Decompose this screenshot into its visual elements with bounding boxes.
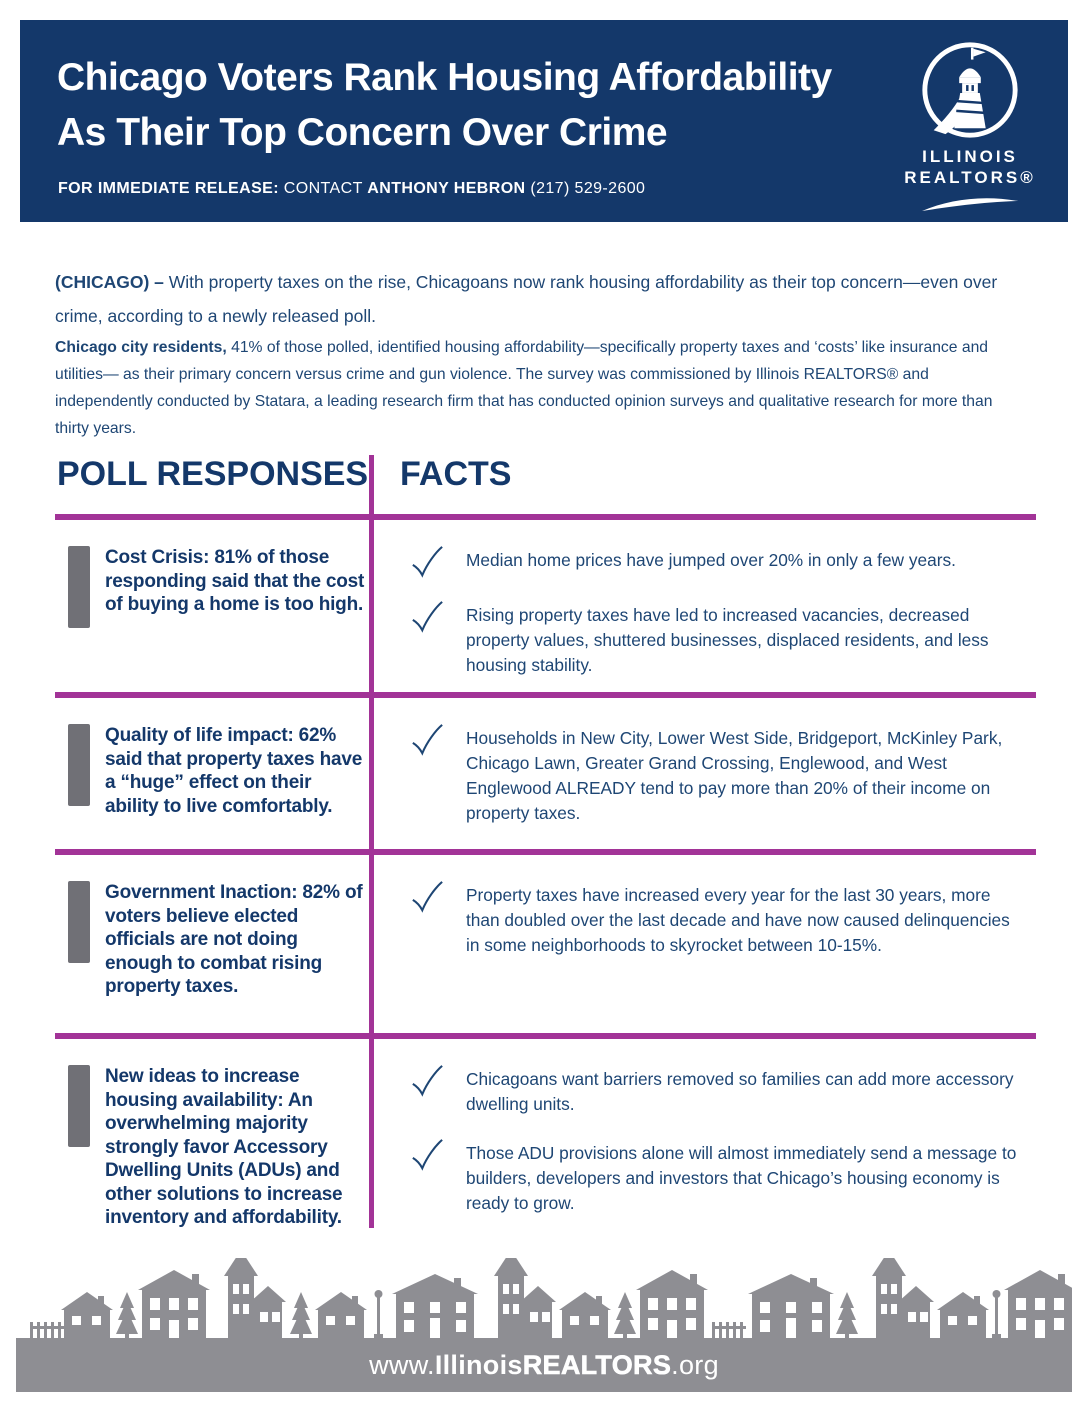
- intro-paragraph-1-body: With property taxes on the rise, Chicagoans now rank housing affordability as their top concern—even over crime, according to a newly released poll.: [55, 271, 998, 326]
- fact-item-text: Property taxes have increased every year for the last 30 years, more than doubled over the last decade and have now caused delinquencies in some neighborhoods to skyrocket between 10-15%.: [466, 885, 1010, 955]
- fact-item-text: Those ADU provisions alone will almost immediately send a message to builders, developers and investors that Chicago’s housing economy is ready to grow.: [466, 1143, 1017, 1213]
- check-icon: [410, 545, 444, 579]
- facts-list: [374, 1039, 1036, 1247]
- intro-paragraph-1: [55, 265, 1013, 333]
- footer-band: [16, 1338, 1072, 1392]
- contact-phone: (217) 529-2600: [525, 180, 646, 197]
- table-row: [55, 849, 1036, 1033]
- table-row: [55, 514, 1036, 692]
- footer-url-illinois: Illinois: [434, 1349, 523, 1380]
- release-contact-word: CONTACT: [278, 180, 368, 197]
- poll-item: [55, 698, 374, 849]
- fact-item-text: Chicagoans want barriers removed so families can add more accessory dwelling units.: [466, 1069, 1014, 1114]
- column-headers: [55, 455, 1036, 514]
- page-title: [57, 50, 832, 160]
- bullet-bar: [68, 724, 90, 806]
- poll-item-text: Cost Crisis: 81% of those responding said that the cost of buying a home is too high.: [105, 547, 365, 615]
- title-line-1: Chicago Voters Rank Housing Affordability: [57, 56, 832, 99]
- dateline: (CHICAGO) –: [55, 271, 169, 292]
- release-label: FOR IMMEDIATE RELEASE:: [58, 180, 279, 197]
- intro-paragraph-2-body: 41% of those polled, identified housing affordability—specifically property taxes and ‘costs’ like insurance and utilities— as their primary concern versus crime and gun violence. The survey was commissioned by Illinois REALTORS® and independently conducted by Statara, a leading research firm that has conducted opinion surveys and qualitative research for more than thirty years.: [55, 338, 993, 437]
- fact-item-text: Households in New City, Lower West Side, Bridgeport, McKinley Park, Chicago Lawn, Greater Grand Crossing, Englewood, and West Englewood ALREADY tend to pay more than 20% of their income on property taxes.: [466, 728, 1003, 823]
- footer-url-realtors: REALTORS: [522, 1349, 672, 1380]
- fact-item: [410, 548, 1022, 579]
- fact-item-text: Median home prices have jumped over 20% in only a few years.: [466, 550, 956, 570]
- facts-list: [374, 520, 1036, 692]
- bullet-bar: [68, 1065, 90, 1147]
- facts-list: [374, 855, 1036, 1033]
- illinois-realtors-logo: [890, 34, 1050, 213]
- footer-url-www: www.: [369, 1349, 435, 1380]
- facts-list: [374, 698, 1036, 849]
- footer-url[interactable]: [369, 1350, 719, 1381]
- column-divider: [369, 455, 374, 1228]
- table-row: [55, 692, 1036, 849]
- poll-item-text: Government Inaction: 82% of voters believe elected officials are not doing enough to combat rising property taxes.: [105, 882, 363, 997]
- check-icon: [410, 1064, 444, 1098]
- footer-url-org: .org: [671, 1349, 719, 1380]
- logo-wordmark: [904, 146, 1035, 188]
- poll-item: [55, 1039, 374, 1247]
- table-row: [55, 1033, 1036, 1247]
- poll-item: [55, 855, 374, 1033]
- check-icon: [410, 1138, 444, 1172]
- houses-skyline-illustration: [16, 1258, 1072, 1338]
- release-contact-line: [58, 180, 645, 198]
- poll-item: [55, 520, 374, 692]
- bullet-bar: [68, 546, 90, 628]
- poll-facts-table: [55, 455, 1036, 1228]
- facts-header: FACTS: [400, 455, 512, 493]
- intro-paragraph-2: [55, 334, 1013, 442]
- contact-name: ANTHONY HEBRON: [367, 180, 526, 197]
- check-icon: [410, 723, 444, 757]
- poll-responses-header: POLL RESPONSES: [57, 455, 369, 493]
- fact-item: [410, 603, 1022, 678]
- capitol-dome-icon: [916, 34, 1024, 146]
- poll-item-text: New ideas to increase housing availability: An overwhelming majority strongly favor Accessory Dwelling Units (ADUs) and other solutions to increase inventory and affordability.: [105, 1066, 343, 1228]
- logo-realtors: REALTORS®: [904, 168, 1036, 187]
- check-icon: [410, 600, 444, 634]
- bullet-bar: [68, 881, 90, 963]
- intro-paragraph-2-lead: Chicago city residents,: [55, 338, 232, 356]
- fact-item: [410, 883, 1022, 958]
- fact-item-text: Rising property taxes have led to increased vacancies, decreased property values, shuttered businesses, displaced residents, and less housing stability.: [466, 605, 989, 675]
- logo-swoosh-icon: [920, 195, 1020, 213]
- fact-item: [410, 726, 1022, 826]
- title-line-2: As Their Top Concern Over Crime: [57, 111, 668, 154]
- check-icon: [410, 880, 444, 914]
- fact-item: [410, 1141, 1022, 1216]
- fact-item: [410, 1067, 1022, 1117]
- press-release-header: [20, 20, 1068, 222]
- logo-illinois: ILLINOIS: [922, 147, 1018, 166]
- poll-item-text: Quality of life impact: 62% said that property taxes have a “huge” effect on their ability to live comfortably.: [105, 725, 363, 817]
